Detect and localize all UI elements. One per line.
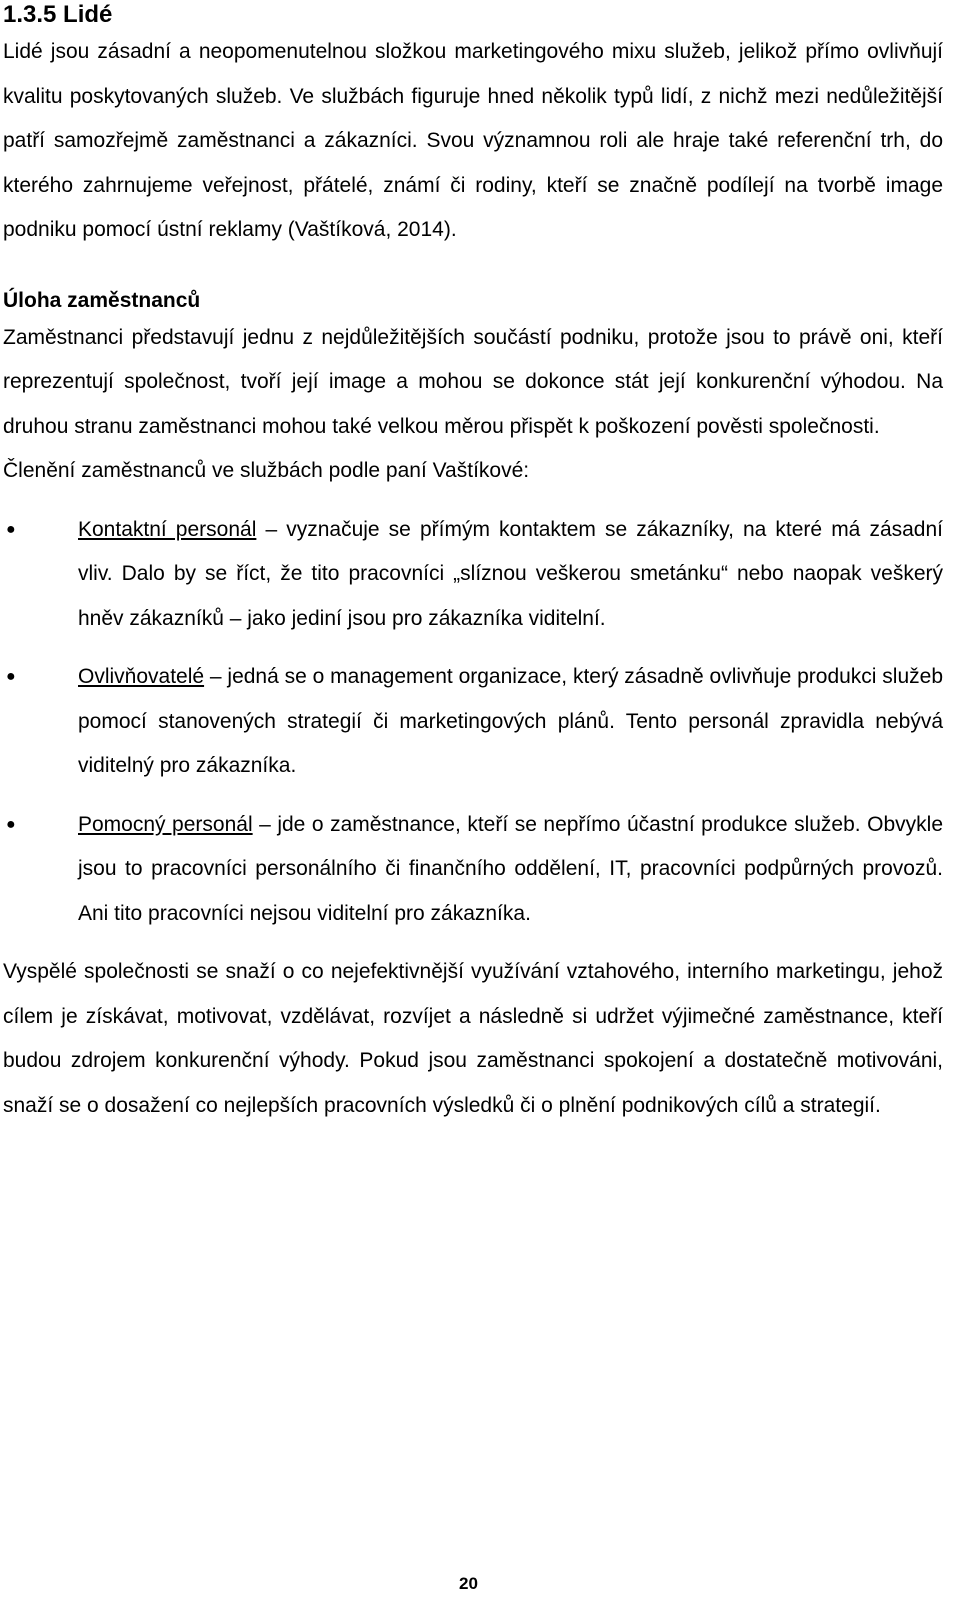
list-item-text: – vyznačuje se přímým kontaktem se zákazníky, na které má zásadní vliv. Dalo by se říct, že tito pracovníci „slíznou veškerou smetánku“ nebo naopak veškerý hněv zákazníků – jako jediní jsou pro zákazníka viditelní.: [78, 517, 943, 630]
bullet-icon: ●: [6, 815, 16, 833]
list-item-term: Ovlivňovatelé: [78, 665, 205, 688]
bullet-icon: ●: [6, 520, 16, 538]
list-item: [3, 655, 943, 789]
intro-paragraph: Lidé jsou zásadní a neopomenutelnou složkou marketingového mixu služeb, jelikož přímo ovlivňují kvalitu poskytovaných služeb. Ve službách figuruje hned několik typů lidí, z nichž mezi nedůležitější patří samozřejmě zaměstnanci a zákazníci. Svou významnou roli ale hraje také referenční trh, do kterého zahrnujeme veřejnost, přátelé, známí či rodiny, kteří se značně podílejí na tvorbě image podniku pomocí ústní reklamy (Vaštíková, 2014).: [3, 40, 943, 241]
bullet-icon: ●: [6, 668, 16, 685]
list-item-term: Kontaktní personál: [78, 517, 257, 541]
subsection-heading: Úloha zaměstnanců: [3, 288, 201, 312]
list-item-term: Pomocný personál: [78, 812, 253, 836]
list-item: [3, 508, 943, 642]
list-item-text: – jedná se o management organizace, který zásadně ovlivňuje produkci služeb pomocí stanovených strategií či marketingových plánů. Tento personál zpravidla nebývá viditelný pro zákazníka.: [78, 665, 943, 777]
page-number: 20: [459, 1574, 478, 1593]
list-item-text: – jde o zaměstnance, kteří se nepřímo účastní produkce služeb. Obvykle jsou to pracovníci personálního či finančního oddělení, IT, pracovníci podpůrných provozů. Ani tito pracovníci nejsou viditelní pro zákazníka.: [78, 812, 943, 925]
employee-types-list: [3, 508, 943, 937]
list-intro: Členění zaměstnanců ve službách podle paní Vaštíkové:: [3, 459, 530, 482]
employees-paragraph: Zaměstnanci představují jednu z nejdůležitějších součástí podniku, protože jsou to právě oni, kteří reprezentují společnost, tvoří její image a mohou se dokonce stát její konkurenční výhodou. Na druhou stranu zaměstnanci mohou také velkou měrou přispět k poškození pověsti společnosti.: [3, 325, 943, 438]
closing-paragraph: Vyspělé společnosti se snaží o co nejefektivnější využívání vztahového, interního marketingu, jehož cílem je získávat, motivovat, vzdělávat, rozvíjet a následně si udržet výjimečné zaměstnance, kteří budou zdrojem konkurenční výhody. Pokud jsou zaměstnanci spokojení a dostatečně motivováni, snaží se o dosažení co nejlepších pracovních výsledků či o plnění podnikových cílů a strategií.: [3, 960, 943, 1117]
list-item: [3, 803, 943, 937]
document-page: [3, 0, 943, 1128]
section-heading: 1.3.5 Lidé: [3, 1, 113, 28]
